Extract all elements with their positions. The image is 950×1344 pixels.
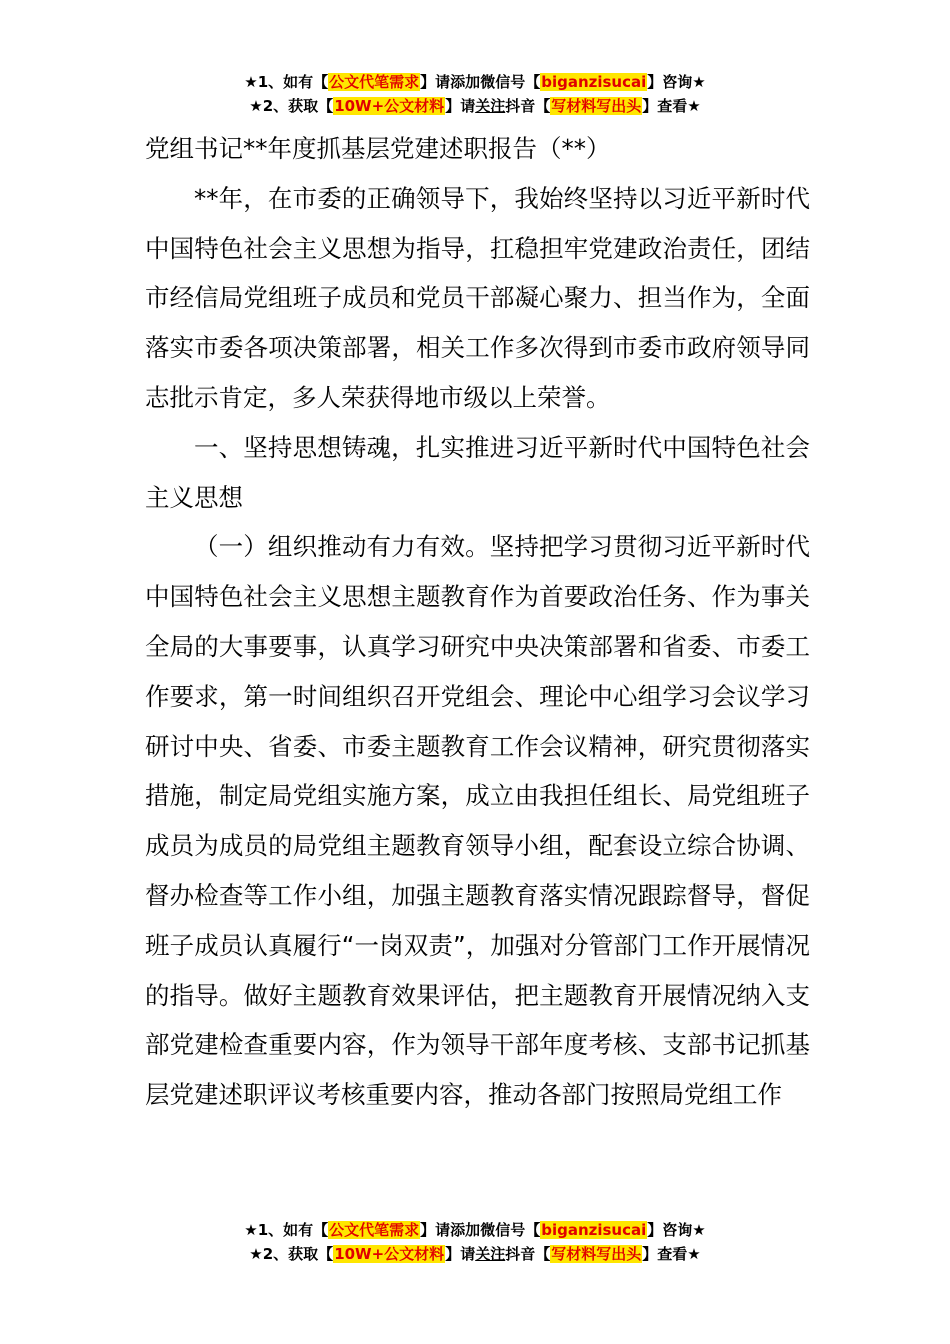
- promo-text: 】请添加: [420, 73, 481, 91]
- promo-text: 】请: [445, 1245, 476, 1263]
- promo-banner-top: [0, 70, 950, 118]
- promo-line-2: [0, 1242, 950, 1266]
- promo-text: 微信号【: [480, 73, 541, 91]
- section-heading-1: 一、坚持思想铸魂，扎实推进习近平新时代中国特色社会主义思想: [145, 432, 810, 512]
- promo-text: 抖音【: [505, 97, 551, 115]
- promo-text: ★1、如有【: [244, 1221, 329, 1239]
- promo-text: ★1、如有【: [244, 73, 329, 91]
- promo-highlight: 公文代笔需求: [329, 1221, 420, 1239]
- promo-line-1: [0, 70, 950, 94]
- promo-text: 】请添加: [420, 1221, 481, 1239]
- document-title: 党组书记**年度抓基层党建述职报告（**）: [145, 134, 611, 163]
- promo-wechat-id: biganzisucai: [541, 1221, 647, 1239]
- document-body: [145, 124, 810, 1120]
- promo-highlight: 公文代笔需求: [329, 73, 420, 91]
- promo-text: 】咨询★: [647, 1221, 706, 1239]
- promo-banner-bottom: [0, 1218, 950, 1266]
- promo-text: 】请: [445, 97, 476, 115]
- promo-text: ★2、获取【: [249, 1245, 334, 1263]
- promo-text: 】查看★: [642, 97, 701, 115]
- promo-text: 关注: [475, 97, 506, 115]
- promo-line-2: [0, 94, 950, 118]
- promo-text: 】查看★: [642, 1245, 701, 1263]
- promo-text: 】咨询★: [647, 73, 706, 91]
- promo-highlight: 10W+公文材料: [334, 97, 445, 115]
- promo-text: 微信号【: [480, 1221, 541, 1239]
- paragraph-intro: **年，在市委的正确领导下，我始终坚持以习近平新时代中国特色社会主义思想为指导，扛稳担牢党建政治责任，团结市经信局党组班子成员和党员干部凝心聚力、担当作为，全面落实市委各项决策部署，相关工作多次得到市委市政府领导同志批示肯定，多人荣获得地市级以上荣誉。: [145, 183, 810, 412]
- promo-line-1: [0, 1218, 950, 1242]
- promo-text: 关注: [475, 1245, 506, 1263]
- promo-account: 写材料写出头: [551, 97, 642, 115]
- promo-text: 抖音【: [505, 1245, 551, 1263]
- paragraph-1: （一）组织推动有力有效。坚持把学习贯彻习近平新时代中国特色社会主义思想主题教育作为首要政治任务、作为事关全局的大事要事，认真学习研究中央决策部署和省委、市委工作要求，第一时间组织召开党组会、理论中心组学习会议学习研讨中央、省委、市委主题教育工作会议精神，研究贯彻落实措施，制定局党组实施方案，成立由我担任组长、局党组班子成员为成员的局党组主题教育领导小组，配套设立综合协调、督办检查等工作小组，加强主题教育落实情况跟踪督导，督促班子成员认真履行“一岗双责”，加强对分管部门工作开展情况的指导。做好主题教育效果评估，把主题教育开展情况纳入支部党建检查重要内容，作为领导干部年度考核、支部书记抓基层党建述职评议考核重要内容，推动各部门按照局党组工作: [145, 532, 810, 1110]
- promo-wechat-id: biganzisucai: [541, 73, 647, 91]
- promo-account: 写材料写出头: [551, 1245, 642, 1263]
- promo-text: ★2、获取【: [249, 97, 334, 115]
- promo-highlight: 10W+公文材料: [334, 1245, 445, 1263]
